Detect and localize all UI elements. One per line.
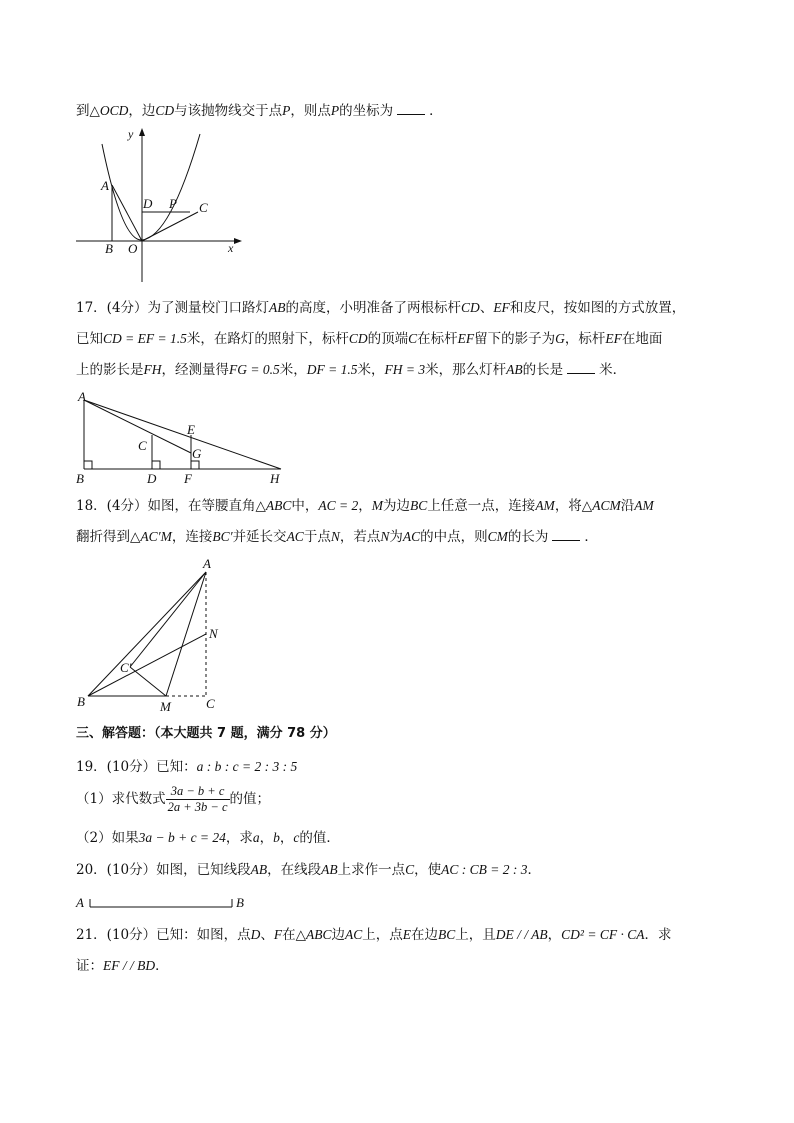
text: 已知 <box>76 331 103 347</box>
q19-part-2 <box>76 828 340 848</box>
text: ， <box>279 830 294 846</box>
text: 21．(10分）已知：如图，点 <box>76 927 251 943</box>
text: 、 <box>479 300 494 316</box>
text: ． <box>584 529 598 545</box>
text: ，若点 <box>339 529 381 545</box>
text: 米，那么灯杆 <box>425 362 507 378</box>
math: D <box>250 927 261 942</box>
q19-line-1 <box>76 757 297 777</box>
text: 米， <box>357 362 385 378</box>
label-f: F <box>184 471 192 486</box>
label-c: C <box>206 696 215 711</box>
text: 19．(10分）已知： <box>76 759 197 775</box>
math: AB <box>506 362 523 377</box>
q20-line-1 <box>76 860 541 880</box>
q18-line-1 <box>76 496 654 516</box>
math: OCD <box>99 103 129 118</box>
text: ，则点 <box>290 103 331 119</box>
math: BC <box>438 927 456 942</box>
text: ． <box>155 958 169 974</box>
math: FH = 3 <box>384 362 426 377</box>
segment-ao <box>112 185 142 241</box>
math: FH <box>143 362 162 377</box>
text: 的值． <box>299 830 340 846</box>
math: G <box>555 331 565 346</box>
math: b <box>273 830 280 845</box>
q18-fold-figure <box>72 556 232 716</box>
text: 证： <box>76 958 103 974</box>
text: 在边 <box>411 927 439 943</box>
math: EF <box>493 300 510 315</box>
text: ， <box>547 927 562 943</box>
q17-line-1 <box>76 298 685 318</box>
text: （1）求代数式 <box>76 791 166 807</box>
text: ，在线段 <box>267 862 322 878</box>
math: F <box>273 927 283 942</box>
text: 的顶端 <box>367 331 409 347</box>
text: 的中点，则 <box>420 529 488 545</box>
y-axis-arrow-icon <box>139 128 145 136</box>
math: P <box>330 103 340 118</box>
text: 在地面 <box>621 331 663 347</box>
math: AC <box>345 927 363 942</box>
text: 的长是 <box>522 362 564 378</box>
math: DE / / AB <box>495 927 548 942</box>
text: 中， <box>291 498 319 514</box>
text: 与该抛物线交于点 <box>174 103 283 119</box>
text: 的坐标为 <box>339 103 394 119</box>
right-angle-d <box>152 461 160 469</box>
q17-line-2 <box>76 329 662 349</box>
right-angle-f <box>191 461 199 469</box>
fraction-numerator: 3a − b + c <box>166 784 230 800</box>
label-b: B <box>105 241 113 256</box>
math: AM <box>535 498 555 513</box>
text: ，将△ <box>554 498 593 514</box>
label-d: D <box>147 471 157 486</box>
text: 为 <box>389 529 403 545</box>
math: AC = 2 <box>318 498 359 513</box>
text: 20．(10分）如图，已知线段 <box>76 862 251 878</box>
label-d: D <box>143 196 153 211</box>
text: （2）如果 <box>76 830 139 846</box>
label-n: N <box>209 626 218 641</box>
text: ，经测量得 <box>161 362 229 378</box>
label-c-prime: C′ <box>120 660 132 675</box>
label-g: G <box>192 446 202 461</box>
label-b: B <box>77 694 85 709</box>
math: EF <box>605 331 622 346</box>
math: CD² = CF · CA <box>561 927 645 942</box>
text: ，连接 <box>171 529 213 545</box>
text: 边 <box>331 927 346 943</box>
text: ，标杆 <box>564 331 606 347</box>
math: EF / / BD <box>103 958 156 973</box>
text: 到△ <box>76 103 100 119</box>
math: C <box>408 331 418 346</box>
label-p: P <box>169 196 177 211</box>
math: AM <box>634 498 654 513</box>
math: P <box>282 103 291 118</box>
math: ACM <box>592 498 621 513</box>
label-m: M <box>160 699 171 714</box>
math: a <box>252 830 260 845</box>
label-e: E <box>187 422 195 437</box>
text: 的长为 <box>507 529 549 545</box>
q16-parabola-figure <box>70 124 250 286</box>
light-ray-ah <box>84 400 281 469</box>
text: 18．(4分）如图，在等腰直角△ <box>76 498 266 514</box>
math: E <box>402 927 412 942</box>
q19-part-1 <box>76 783 270 815</box>
math: AB <box>321 862 338 877</box>
text: ， <box>358 498 372 514</box>
text: ． <box>527 862 541 878</box>
math: BC <box>410 498 428 513</box>
math: ABC <box>265 498 292 513</box>
math: DF = 1.5 <box>306 362 358 377</box>
text: 于点 <box>303 529 331 545</box>
label-h: H <box>270 471 280 486</box>
text: 米， <box>279 362 307 378</box>
q17-streetlight-figure <box>74 390 296 488</box>
fraction-denominator: 2a + 3b − c <box>167 800 228 814</box>
text: 上，点 <box>362 927 403 943</box>
right-angle-b <box>84 461 92 469</box>
text: 和皮尺，按如图的方式放置， <box>509 300 686 316</box>
text: ，求 <box>225 830 253 846</box>
math: CD = EF = 1.5 <box>103 331 187 346</box>
text: 米，在路灯的照射下，标杆 <box>186 331 349 347</box>
answer-blank <box>397 102 425 115</box>
label-c: C <box>199 200 208 215</box>
math: N <box>380 529 390 544</box>
segment-am <box>166 572 206 696</box>
text: ．求 <box>644 927 672 943</box>
math: c <box>293 830 300 845</box>
math: M <box>371 498 384 513</box>
label-y: y <box>128 127 134 141</box>
math: N <box>330 529 340 544</box>
math: AC : CB = 2 : 3 <box>441 862 528 877</box>
text: 上，且 <box>455 927 496 943</box>
text: 留下的影子为 <box>474 331 556 347</box>
math: AB <box>269 300 286 315</box>
math: ABC <box>306 927 332 942</box>
q21-line-2 <box>76 956 169 976</box>
math: CD <box>348 331 368 346</box>
math: AC <box>402 529 421 544</box>
q16-text <box>76 101 443 121</box>
math: FG = 0.5 <box>229 362 280 377</box>
math: C <box>405 862 415 877</box>
math: EF <box>457 331 475 346</box>
q21-line-1 <box>76 925 671 945</box>
label-a: A <box>78 390 86 404</box>
math: AC <box>286 529 304 544</box>
math: CM <box>487 529 508 544</box>
label-b: B <box>236 895 244 910</box>
label-c: C <box>138 438 147 453</box>
text: 上任意一点，连接 <box>427 498 536 514</box>
segment-ba <box>88 572 206 696</box>
text: ，边 <box>128 103 156 119</box>
q17-line-3 <box>76 360 626 380</box>
fraction <box>166 784 230 815</box>
label-b: B <box>76 471 84 486</box>
q20-segment-figure <box>74 893 254 913</box>
math: a : b : c = 2 : 3 : 5 <box>196 759 298 774</box>
q18-line-2 <box>76 527 598 547</box>
text: 在标杆 <box>417 331 458 347</box>
math: 3a − b + c = 24 <box>138 830 226 845</box>
label-a: A <box>101 178 109 193</box>
math: BC′ <box>212 529 233 544</box>
answer-blank <box>552 528 580 541</box>
math: CD <box>461 300 480 315</box>
section-title: 三、解答题：（本大题共 7 题，满分 78 分） <box>76 726 336 741</box>
segment-ac-prime <box>130 572 206 667</box>
label-o: O <box>128 241 138 256</box>
text: 、 <box>260 927 274 943</box>
text: ． <box>429 103 443 119</box>
label-x: x <box>228 241 234 255</box>
label-a: A <box>203 556 211 571</box>
text: 在△ <box>282 927 307 943</box>
math: AC′M <box>140 529 172 544</box>
text: 上的影长是 <box>76 362 144 378</box>
answer-blank <box>567 361 595 374</box>
parabola <box>102 134 200 240</box>
text: ，使 <box>414 862 442 878</box>
segment-oc <box>142 212 198 241</box>
text: 米． <box>599 362 627 378</box>
text: 17．(4分）为了测量校门口路灯 <box>76 300 270 316</box>
text: 翻折得到△ <box>76 529 141 545</box>
text: 的值； <box>229 791 271 807</box>
label-a: A <box>76 895 84 910</box>
segment-bn <box>88 634 206 696</box>
text: ， <box>259 830 274 846</box>
text: 为边 <box>383 498 411 514</box>
math: AB <box>250 862 268 877</box>
math: CD <box>155 103 175 118</box>
x-axis-arrow-icon <box>234 238 242 244</box>
text: 的高度，小明准备了两根标杆 <box>285 300 462 316</box>
text: 并延长交 <box>232 529 287 545</box>
text: 沿 <box>620 498 635 514</box>
text: 上求作一点 <box>337 862 406 878</box>
